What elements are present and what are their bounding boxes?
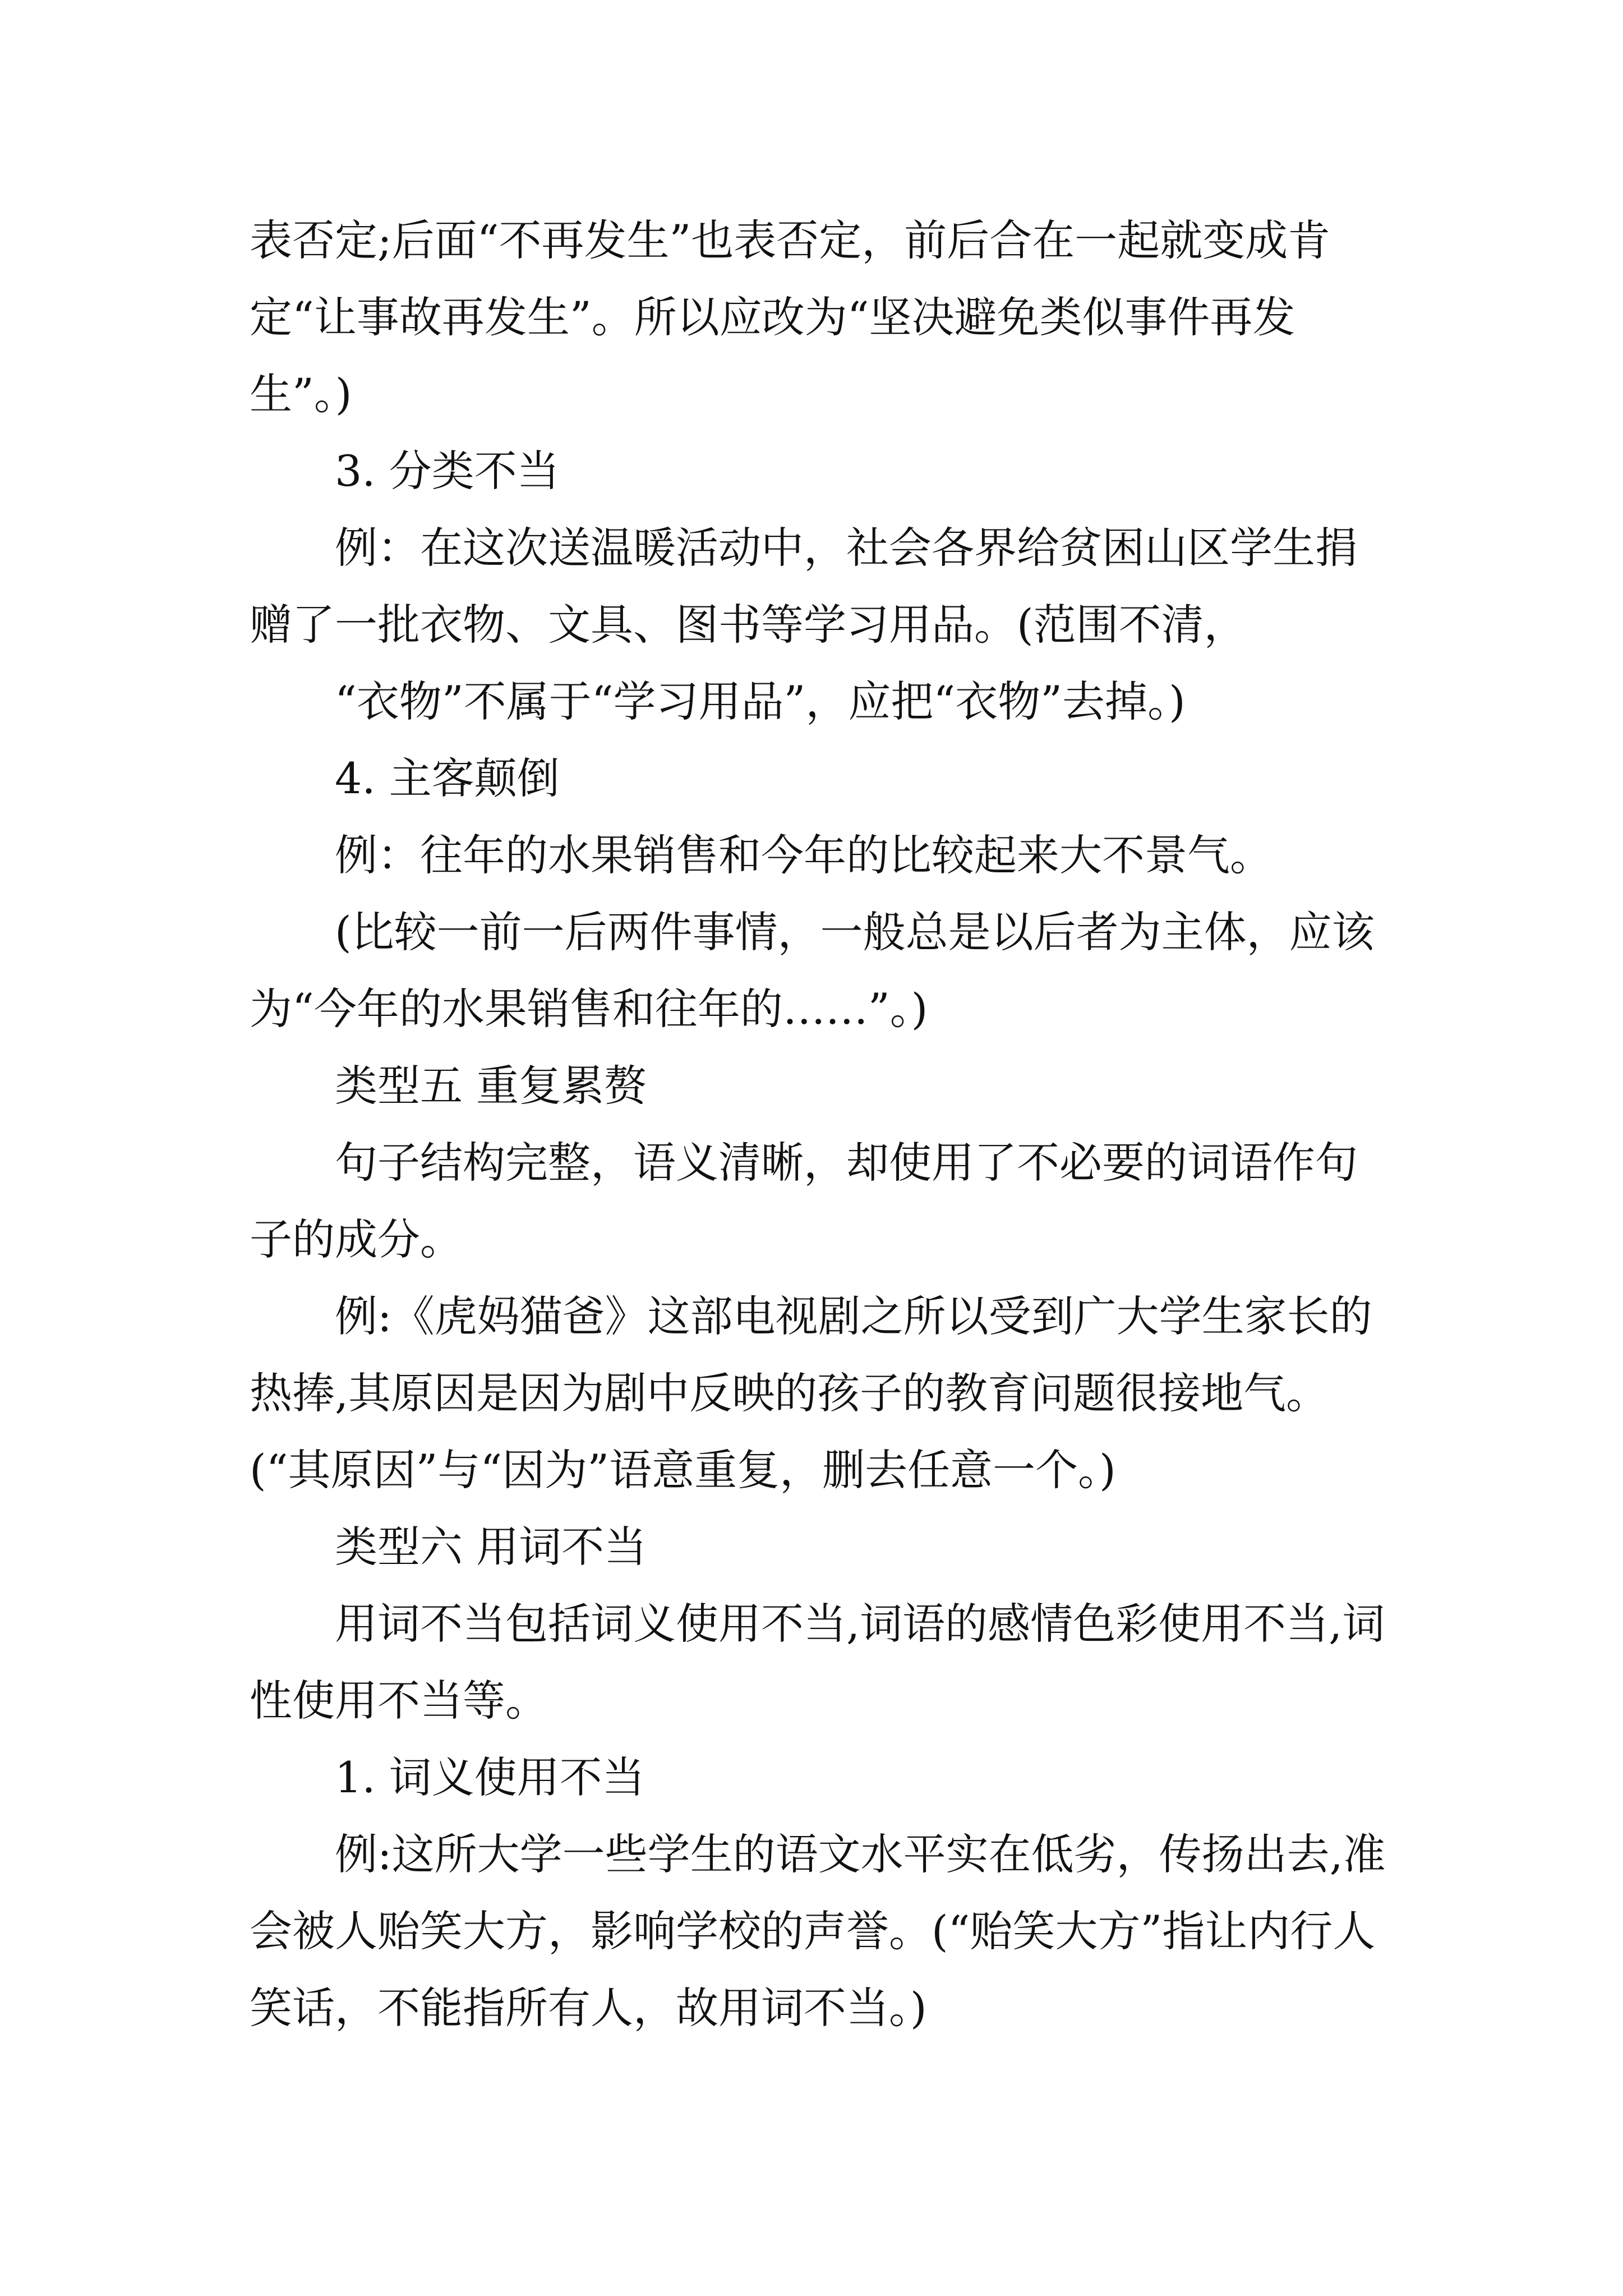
document-body <box>250 202 1394 2046</box>
explanation-classification: “衣物”不属于“学习用品”，应把“衣物”去掉。) <box>335 677 1186 726</box>
example-word-meaning: 例:这所大学一些学生的语文水平实在低劣，传扬出去,准会被人贻笑大方，影响学校的声誉。(“贻笑大方”指让内行人笑话，不能指所有人，故用词不当。) <box>250 1829 1386 2033</box>
description-type-six: 用词不当包括词义使用不当,词语的感情色彩使用不当,词性使用不当等。 <box>250 1599 1385 1726</box>
example-subject-object: 例：往年的水果销售和今年的比较起来大不景气。 <box>335 830 1272 880</box>
paragraph-continuation: 表否定;后面“不再发生”也表否定，前后合在一起就变成肯定“让事故再发生”。所以应改为“坚决避免类似事件再发生”。) <box>250 215 1331 419</box>
subheading-subject-object-reversed: 4. 主客颠倒 <box>335 753 560 803</box>
heading-type-five: 类型五 重复累赘 <box>335 1061 647 1111</box>
example-classification: 例：在这次送温暖活动中，社会各界给贫困山区学生捐赠了一批衣物、文具、图书等学习用品。(范围不清， <box>250 523 1358 650</box>
example-type-five: 例:《虎妈猫爸》这部电视剧之所以受到广大学生家长的热捧,其原因是因为剧中反映的孩子的教育问题很接地气。(“其原因”与“因为”语意重复，删去任意一个。) <box>250 1291 1372 1495</box>
description-type-five: 句子结构完整，语义清晰，却使用了不必要的词语作句子的成分。 <box>250 1138 1358 1264</box>
subheading-classification-error: 3. 分类不当 <box>335 446 560 496</box>
heading-type-six: 类型六 用词不当 <box>335 1522 647 1572</box>
explanation-subject-object: (比较一前一后两件事情，一般总是以后者为主体，应该为“今年的水果销售和往年的……”。) <box>250 907 1375 1034</box>
subheading-word-meaning: 1. 词义使用不当 <box>335 1752 645 1802</box>
